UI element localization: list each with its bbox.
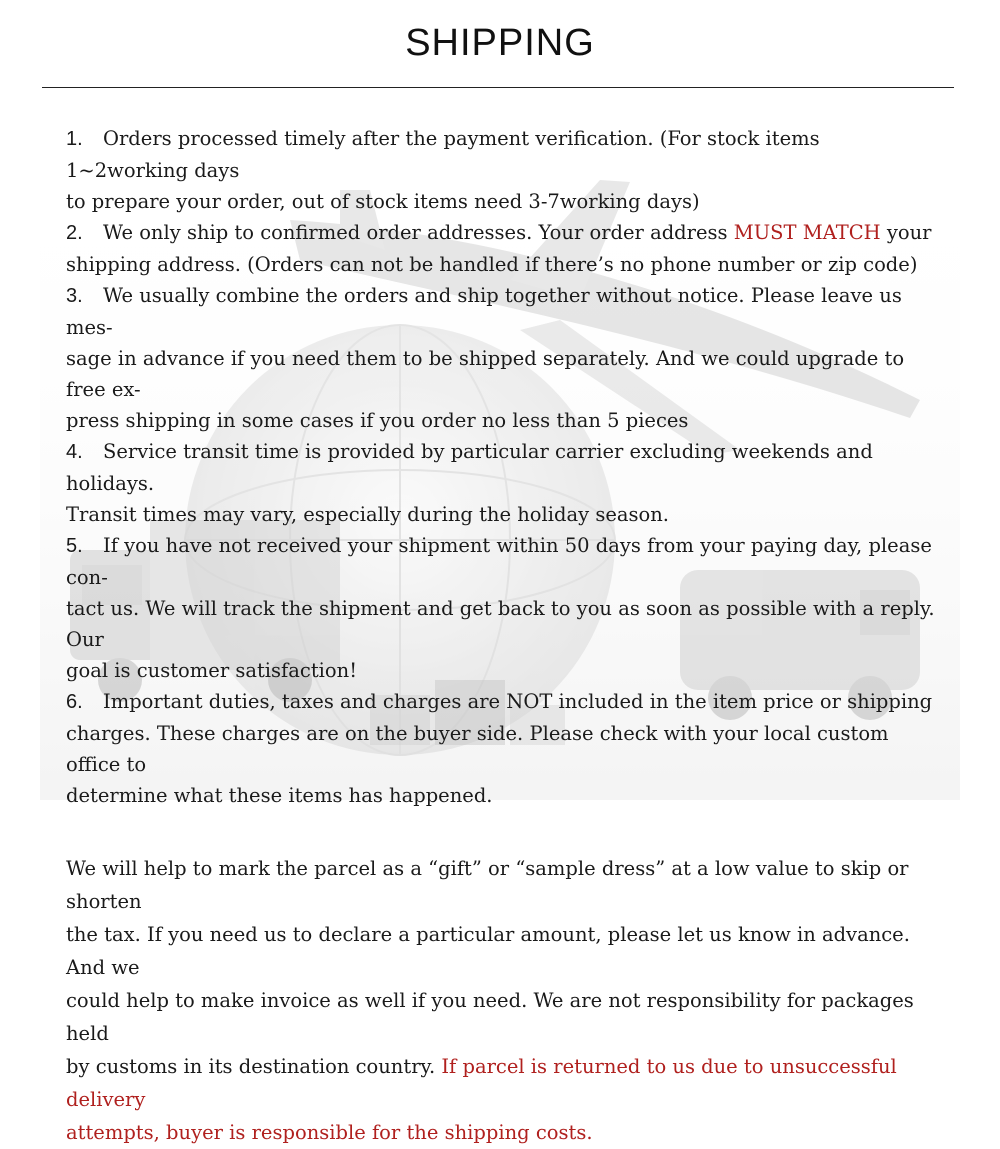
- note-text: by customs in its destination country.: [66, 1055, 442, 1078]
- policy-item-2-cont: shipping address. (Orders can not be handled if there’s no phone number or zip code): [66, 253, 918, 276]
- policy-item-6: [66, 686, 946, 718]
- section-gap: [66, 811, 946, 852]
- policy-item-5-cont: goal is customer satisfaction!: [66, 659, 358, 682]
- title-divider: [42, 87, 954, 88]
- item-text: We usually combine the orders and ship together without notice. Please leave us mes-: [66, 284, 902, 339]
- policy-item-2: [66, 217, 946, 249]
- item-number: 4.: [66, 441, 83, 463]
- item-text: your: [880, 221, 932, 244]
- policy-item-3: [66, 280, 946, 343]
- policy-item-3-cont: sage in advance if you need them to be shipped separately. And we could upgrade to free ex-: [66, 347, 905, 401]
- returned-parcel-warning: If parcel is returned to us due to unsuccessful delivery: [66, 1055, 897, 1111]
- page-title: SHIPPING: [405, 22, 595, 64]
- item-text: We only ship to confirmed order addresses. Your order address: [103, 221, 734, 244]
- policy-item-4-cont: Transit times may vary, especially during the holiday season.: [66, 503, 670, 526]
- policy-item-5: [66, 530, 946, 593]
- note-line: [66, 1050, 946, 1116]
- policy-item-1: [66, 123, 946, 186]
- shipping-policy: [66, 123, 946, 1149]
- policy-item-4: [66, 436, 946, 499]
- note-line: We will help to mark the parcel as a “gift” or “sample dress” at a low value to skip or shorten: [66, 857, 909, 913]
- item-number: 6.: [66, 691, 83, 713]
- policy-item-5-cont: tact us. We will track the shipment and get back to you as soon as possible with a reply. Our: [66, 597, 935, 651]
- customs-note: [66, 852, 946, 1149]
- item-number: 3.: [66, 285, 83, 307]
- note-line: could help to make invoice as well if you need. We are not responsibility for packages held: [66, 989, 914, 1045]
- policy-item-6-cont: determine what these items has happened.: [66, 784, 493, 807]
- item-number: 1.: [66, 128, 83, 150]
- policy-item-1-cont: to prepare your order, out of stock items need 3-7working days): [66, 190, 700, 213]
- item-text: Orders processed timely after the payment verification. (For stock items 1~2working days: [66, 127, 820, 182]
- policy-item-6-cont: charges. These charges are on the buyer side. Please check with your local custom office to: [66, 722, 889, 776]
- item-number: 5.: [66, 535, 83, 557]
- item-text: If you have not received your shipment within 50 days from your paying day, please con-: [66, 534, 932, 589]
- must-match-highlight: MUST MATCH: [733, 221, 881, 244]
- returned-parcel-warning-cont: attempts, buyer is responsible for the shipping costs.: [66, 1121, 593, 1144]
- policy-item-3-cont: press shipping in some cases if you order no less than 5 pieces: [66, 409, 689, 432]
- item-text: Service transit time is provided by particular carrier excluding weekends and holidays.: [66, 440, 873, 495]
- item-text: Important duties, taxes and charges are NOT included in the item price or shipping: [103, 690, 933, 713]
- note-line: the tax. If you need us to declare a particular amount, please let us know in advance. And we: [66, 923, 910, 979]
- item-number: 2.: [66, 222, 83, 244]
